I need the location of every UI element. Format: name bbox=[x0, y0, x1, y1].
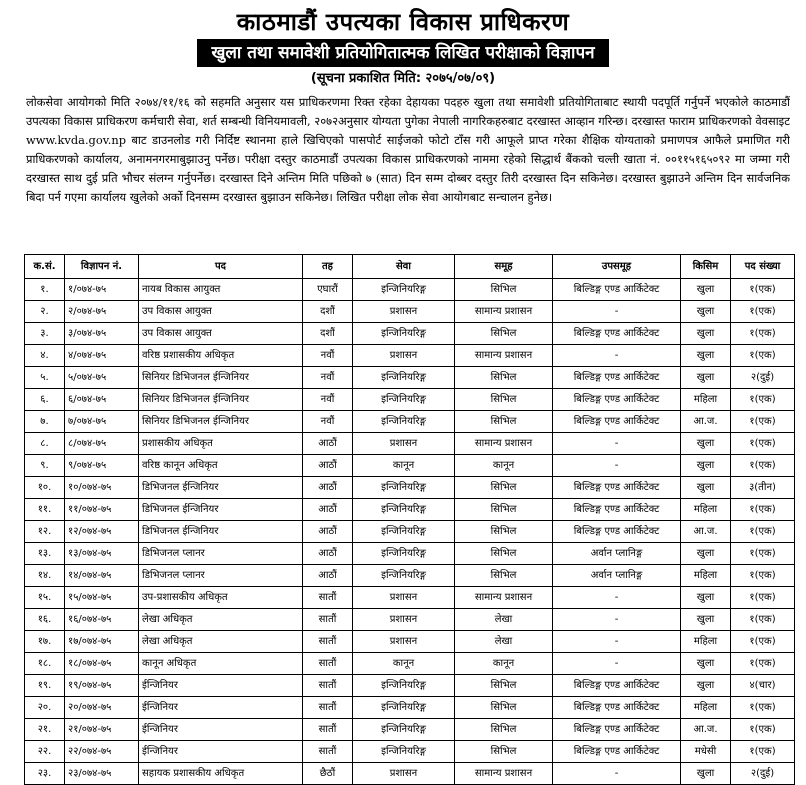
cell-advert-no: ९/०७४-७५ bbox=[65, 455, 139, 477]
table-row bbox=[25, 521, 795, 543]
cell-serial: २०. bbox=[25, 697, 65, 719]
cell-level: सातौं bbox=[303, 675, 353, 697]
cell-advert-no: १/०७४-७५ bbox=[65, 279, 139, 301]
cell-subgroup: बिल्डिङ्ग एण्ड आर्किटेक्ट bbox=[553, 719, 681, 741]
col-header-serial: क.सं. bbox=[25, 255, 65, 279]
cell-post: सहायक प्रशासकीय अधिकृत bbox=[139, 763, 303, 785]
cell-advert-no: १७/०७४-७५ bbox=[65, 631, 139, 653]
cell-level: सातौं bbox=[303, 653, 353, 675]
cell-post-count: १(एक) bbox=[731, 653, 795, 675]
cell-serial: १३. bbox=[25, 543, 65, 565]
table-row bbox=[25, 543, 795, 565]
cell-advert-no: २०/०७४-७५ bbox=[65, 697, 139, 719]
cell-level: सातौं bbox=[303, 719, 353, 741]
cell-advert-no: २/०७४-७५ bbox=[65, 301, 139, 323]
cell-post: ईन्जिनियर bbox=[139, 675, 303, 697]
cell-advert-no: ७/०७४-७५ bbox=[65, 411, 139, 433]
cell-service: इन्जिनियरिङ्ग bbox=[353, 719, 455, 741]
cell-level: आठौं bbox=[303, 521, 353, 543]
cell-type: खुला bbox=[681, 455, 731, 477]
cell-serial: ५. bbox=[25, 367, 65, 389]
cell-post-count: १(एक) bbox=[731, 697, 795, 719]
cell-service: कानून bbox=[353, 653, 455, 675]
cell-advert-no: १०/०७४-७५ bbox=[65, 477, 139, 499]
cell-group: सिभिल bbox=[455, 543, 553, 565]
vacancy-table bbox=[24, 254, 795, 785]
cell-post-count: १(एक) bbox=[731, 609, 795, 631]
cell-type: खुला bbox=[681, 609, 731, 631]
cell-post-count: १(एक) bbox=[731, 323, 795, 345]
cell-post-count: १(एक) bbox=[731, 411, 795, 433]
cell-post: नायब विकास आयुक्त bbox=[139, 279, 303, 301]
cell-level: आठौं bbox=[303, 433, 353, 455]
cell-post-count: १(एक) bbox=[731, 587, 795, 609]
notice-body-text: लोकसेवा आयोगको मिति २०७४/११/१६ को सहमति अनुसार यस प्राधिकरणमा रिक्त रहेका देहायका पदहरु खुला तथा समावेशी प्रतियोगिताबाट स्थायी पदपूर्ति गर्नुपर्ने भएकोले काठमाडौं उपत्यका विकास प्राधिकरण कर्मचारी सेवा, शर्त सम्बन्धी विनियमावली, २०७२अनुसार योग्यता पुगेका नेपाली नागरिकहरुबाट दरखास्त आव्हान गरिन्छ। दरखास्त फाराम प्राधिकरणको वेवसाइट www.kvda.gov.np बाट डाउनलोड गरी निर्दिष्ट स्थानमा हाले खिचिएको पासपोर्ट साईजको फोटो टाँस गरी आफूले प्राप्त गरेका शैक्षिक योग्यताको प्रमाणपत्र आफैले प्रमाणित गरी प्राधिकरणको कार्यालय, अनामनगरमाबुझाउनु पर्नेछ। परीक्षा दस्तुर काठमाडौं उपत्यका विकास प्राधिकरणको नाममा रहेको सिद्धार्थ बैंकको चल्ती खाता नं. ००११५१६५०९२ मा जम्मा गरी दरखास्त साथ दुई प्रति भौचर संलग्न गर्नुपर्नेछ। दरखास्त दिने अन्तिम मिति पछिको ७ (सात) दिन सम्म दोब्बर दस्तुर तिरी दरखास्त दिन सकिनेछ। दरखास्त बुझाउने अन्तिम दिन सार्वजनिक बिदा पर्न गएमा कार्यालय खुलेको अर्को दिनसम्म दरखास्त बुझाउन सकिनेछ। लिखित परीक्षा लोक सेवा आयोगबाट सन्चालन हुनेछ। bbox=[26, 95, 790, 204]
cell-subgroup: - bbox=[553, 609, 681, 631]
cell-type: खुला bbox=[681, 367, 731, 389]
cell-post-count: १(एक) bbox=[731, 345, 795, 367]
cell-serial: १९. bbox=[25, 675, 65, 697]
cell-type: महिला bbox=[681, 697, 731, 719]
cell-group: लेखा bbox=[455, 631, 553, 653]
cell-type: महिला bbox=[681, 499, 731, 521]
cell-post: लेखा अधिकृत bbox=[139, 631, 303, 653]
cell-level: आठौं bbox=[303, 565, 353, 587]
cell-advert-no: ११/०७४-७५ bbox=[65, 499, 139, 521]
cell-post-count: १(एक) bbox=[731, 499, 795, 521]
cell-serial: १७. bbox=[25, 631, 65, 653]
col-header-level: तह bbox=[303, 255, 353, 279]
cell-group: कानून bbox=[455, 455, 553, 477]
cell-group: सिभिल bbox=[455, 521, 553, 543]
cell-subgroup: बिल्डिङ्ग एण्ड आर्किटेक्ट bbox=[553, 367, 681, 389]
publish-date: (सूचना प्रकाशित मिति: २०७५/०७/०९) bbox=[310, 71, 496, 86]
cell-advert-no: ६/०७४-७५ bbox=[65, 389, 139, 411]
notice-banner: खुला तथा समावेशी प्रतियोगितात्मक लिखित परीक्षाको विज्ञापन bbox=[197, 39, 608, 67]
cell-post: डिभिजनल प्लानर bbox=[139, 543, 303, 565]
cell-post-count: १(एक) bbox=[731, 279, 795, 301]
table-row bbox=[25, 697, 795, 719]
col-header-service: सेवा bbox=[353, 255, 455, 279]
cell-subgroup: अर्वान प्लानिङ्ग bbox=[553, 565, 681, 587]
cell-post: डिभिजनल प्लानर bbox=[139, 565, 303, 587]
cell-post: वरिष्ठ कानून अधिकृत bbox=[139, 455, 303, 477]
cell-post-count: १(एक) bbox=[731, 521, 795, 543]
cell-advert-no: १८/०७४-७५ bbox=[65, 653, 139, 675]
cell-level: नवौं bbox=[303, 345, 353, 367]
cell-type: खुला bbox=[681, 301, 731, 323]
table-header-row bbox=[25, 255, 795, 279]
cell-type: खुला bbox=[681, 763, 731, 785]
cell-subgroup: बिल्डिङ्ग एण्ड आर्किटेक्ट bbox=[553, 521, 681, 543]
cell-group: सिभिल bbox=[455, 697, 553, 719]
cell-advert-no: १३/०७४-७५ bbox=[65, 543, 139, 565]
cell-service: इन्जिनियरिङ्ग bbox=[353, 323, 455, 345]
cell-group: सामान्य प्रशासन bbox=[455, 301, 553, 323]
table-body bbox=[25, 279, 795, 785]
cell-type: खुला bbox=[681, 653, 731, 675]
table-row bbox=[25, 301, 795, 323]
banner-wrapper bbox=[0, 39, 806, 67]
cell-service: प्रशासन bbox=[353, 301, 455, 323]
cell-subgroup: - bbox=[553, 345, 681, 367]
table-row bbox=[25, 675, 795, 697]
cell-subgroup: बिल्डिङ्ग एण्ड आर्किटेक्ट bbox=[553, 499, 681, 521]
cell-service: इन्जिनियरिङ्ग bbox=[353, 675, 455, 697]
cell-level: सातौं bbox=[303, 741, 353, 763]
cell-level: दशौं bbox=[303, 323, 353, 345]
cell-group: सिभिल bbox=[455, 477, 553, 499]
cell-service: इन्जिनियरिङ्ग bbox=[353, 477, 455, 499]
table-row bbox=[25, 741, 795, 763]
cell-serial: २. bbox=[25, 301, 65, 323]
cell-post: लेखा अधिकृत bbox=[139, 609, 303, 631]
cell-service: इन्जिनियरिङ्ग bbox=[353, 279, 455, 301]
cell-group: सिभिल bbox=[455, 741, 553, 763]
cell-post-count: ३(तीन) bbox=[731, 477, 795, 499]
cell-serial: १६. bbox=[25, 609, 65, 631]
col-header-post-count: पद संख्या bbox=[731, 255, 795, 279]
cell-serial: ८. bbox=[25, 433, 65, 455]
table-row bbox=[25, 653, 795, 675]
cell-subgroup: - bbox=[553, 433, 681, 455]
cell-type: खुला bbox=[681, 587, 731, 609]
cell-type: आ.ज. bbox=[681, 521, 731, 543]
cell-service: प्रशासन bbox=[353, 609, 455, 631]
cell-advert-no: २३/०७४-७५ bbox=[65, 763, 139, 785]
cell-group: सिभिल bbox=[455, 565, 553, 587]
cell-post-count: १(एक) bbox=[731, 543, 795, 565]
cell-subgroup: - bbox=[553, 763, 681, 785]
cell-type: महिला bbox=[681, 389, 731, 411]
table-row bbox=[25, 367, 795, 389]
cell-type: खुला bbox=[681, 279, 731, 301]
cell-subgroup: बिल्डिङ्ग एण्ड आर्किटेक्ट bbox=[553, 411, 681, 433]
cell-serial: २१. bbox=[25, 719, 65, 741]
cell-serial: १८. bbox=[25, 653, 65, 675]
cell-post-count: २(दुई) bbox=[731, 367, 795, 389]
cell-advert-no: १५/०७४-७५ bbox=[65, 587, 139, 609]
cell-group: सामान्य प्रशासन bbox=[455, 587, 553, 609]
col-header-post: पद bbox=[139, 255, 303, 279]
cell-type: महिला bbox=[681, 565, 731, 587]
cell-service: इन्जिनियरिङ्ग bbox=[353, 543, 455, 565]
cell-subgroup: - bbox=[553, 653, 681, 675]
cell-type: महिला bbox=[681, 631, 731, 653]
table-row bbox=[25, 565, 795, 587]
cell-advert-no: १२/०७४-७५ bbox=[65, 521, 139, 543]
cell-subgroup: बिल्डिङ्ग एण्ड आर्किटेक्ट bbox=[553, 741, 681, 763]
cell-post: उप विकास आयुक्त bbox=[139, 323, 303, 345]
cell-group: सिभिल bbox=[455, 367, 553, 389]
cell-post-count: ४(चार) bbox=[731, 675, 795, 697]
cell-serial: ६. bbox=[25, 389, 65, 411]
table-row bbox=[25, 499, 795, 521]
table-row bbox=[25, 323, 795, 345]
cell-post: ईन्जिनियर bbox=[139, 741, 303, 763]
cell-subgroup: बिल्डिङ्ग एण्ड आर्किटेक्ट bbox=[553, 323, 681, 345]
cell-subgroup: अर्वान प्लानिङ्ग bbox=[553, 543, 681, 565]
cell-group: सिभिल bbox=[455, 323, 553, 345]
cell-post-count: १(एक) bbox=[731, 631, 795, 653]
col-header-group: समूह bbox=[455, 255, 553, 279]
cell-serial: १२. bbox=[25, 521, 65, 543]
table-row bbox=[25, 433, 795, 455]
cell-post: प्रशासकीय अधिकृत bbox=[139, 433, 303, 455]
cell-post-count: १(एक) bbox=[731, 455, 795, 477]
cell-post-count: १(एक) bbox=[731, 301, 795, 323]
cell-service: इन्जिनियरिङ्ग bbox=[353, 367, 455, 389]
cell-post: वरिष्ठ प्रशासकीय अधिकृत bbox=[139, 345, 303, 367]
cell-group: कानून bbox=[455, 653, 553, 675]
cell-level: नवौं bbox=[303, 411, 353, 433]
cell-type: खुला bbox=[681, 433, 731, 455]
cell-level: सातौं bbox=[303, 697, 353, 719]
cell-service: इन्जिनियरिङ्ग bbox=[353, 565, 455, 587]
table-row bbox=[25, 587, 795, 609]
cell-service: इन्जिनियरिङ्ग bbox=[353, 499, 455, 521]
col-header-advert-no: विज्ञापन नं. bbox=[65, 255, 139, 279]
cell-post: सिनियर डिभिजनल ईन्जिनियर bbox=[139, 389, 303, 411]
cell-level: आठौं bbox=[303, 455, 353, 477]
table-row bbox=[25, 719, 795, 741]
cell-subgroup: बिल्डिङ्ग एण्ड आर्किटेक्ट bbox=[553, 697, 681, 719]
cell-group: सामान्य प्रशासन bbox=[455, 763, 553, 785]
cell-level: दशौं bbox=[303, 301, 353, 323]
cell-subgroup: बिल्डिङ्ग एण्ड आर्किटेक्ट bbox=[553, 675, 681, 697]
cell-service: इन्जिनियरिङ्ग bbox=[353, 697, 455, 719]
table-row bbox=[25, 345, 795, 367]
cell-advert-no: ३/०७४-७५ bbox=[65, 323, 139, 345]
cell-level: सातौं bbox=[303, 609, 353, 631]
table-row bbox=[25, 477, 795, 499]
cell-service: कानून bbox=[353, 455, 455, 477]
cell-level: आठौं bbox=[303, 499, 353, 521]
table-row bbox=[25, 631, 795, 653]
cell-post: ईन्जिनियर bbox=[139, 697, 303, 719]
table-row bbox=[25, 609, 795, 631]
cell-serial: २३. bbox=[25, 763, 65, 785]
cell-post-count: १(एक) bbox=[731, 719, 795, 741]
col-header-subgroup: उपसमूह bbox=[553, 255, 681, 279]
cell-service: प्रशासन bbox=[353, 587, 455, 609]
cell-post: सिनियर डिभिजनल ईन्जिनियर bbox=[139, 367, 303, 389]
cell-type: आ.ज. bbox=[681, 719, 731, 741]
cell-level: नवौं bbox=[303, 367, 353, 389]
cell-subgroup: बिल्डिङ्ग एण्ड आर्किटेक्ट bbox=[553, 279, 681, 301]
cell-level: सातौं bbox=[303, 631, 353, 653]
cell-post: डिभिजनल ईन्जिनियर bbox=[139, 521, 303, 543]
cell-serial: १५. bbox=[25, 587, 65, 609]
cell-service: इन्जिनियरिङ्ग bbox=[353, 741, 455, 763]
table-row bbox=[25, 411, 795, 433]
cell-type: खुला bbox=[681, 477, 731, 499]
cell-service: प्रशासन bbox=[353, 631, 455, 653]
cell-subgroup: - bbox=[553, 631, 681, 653]
cell-group: सिभिल bbox=[455, 389, 553, 411]
cell-service: इन्जिनियरिङ्ग bbox=[353, 521, 455, 543]
cell-group: सिभिल bbox=[455, 675, 553, 697]
cell-group: सिभिल bbox=[455, 719, 553, 741]
cell-subgroup: बिल्डिङ्ग एण्ड आर्किटेक्ट bbox=[553, 477, 681, 499]
cell-advert-no: १९/०७४-७५ bbox=[65, 675, 139, 697]
table-row bbox=[25, 389, 795, 411]
cell-subgroup: - bbox=[553, 587, 681, 609]
cell-post: कानून अधिकृत bbox=[139, 653, 303, 675]
cell-post-count: २(दुई) bbox=[731, 763, 795, 785]
cell-post: डिभिजनल ईन्जिनियर bbox=[139, 499, 303, 521]
cell-level: आठौं bbox=[303, 543, 353, 565]
cell-level: एघारौं bbox=[303, 279, 353, 301]
cell-level: सातौं bbox=[303, 587, 353, 609]
cell-post: डिभिजनल ईन्जिनियर bbox=[139, 477, 303, 499]
cell-type: खुला bbox=[681, 323, 731, 345]
cell-service: प्रशासन bbox=[353, 763, 455, 785]
cell-subgroup: बिल्डिङ्ग एण्ड आर्किटेक्ट bbox=[553, 389, 681, 411]
cell-serial: ९. bbox=[25, 455, 65, 477]
cell-group: सिभिल bbox=[455, 411, 553, 433]
cell-post-count: १(एक) bbox=[731, 433, 795, 455]
cell-serial: २२. bbox=[25, 741, 65, 763]
cell-service: इन्जिनियरिङ्ग bbox=[353, 389, 455, 411]
cell-post: उप विकास आयुक्त bbox=[139, 301, 303, 323]
cell-serial: ७. bbox=[25, 411, 65, 433]
cell-subgroup: - bbox=[553, 301, 681, 323]
cell-advert-no: ८/०७४-७५ bbox=[65, 433, 139, 455]
cell-level: नवौं bbox=[303, 389, 353, 411]
cell-serial: ४. bbox=[25, 345, 65, 367]
cell-group: सामान्य प्रशासन bbox=[455, 433, 553, 455]
cell-post-count: १(एक) bbox=[731, 741, 795, 763]
cell-level: छैठौं bbox=[303, 763, 353, 785]
cell-serial: ११. bbox=[25, 499, 65, 521]
cell-serial: ३. bbox=[25, 323, 65, 345]
cell-type: खुला bbox=[681, 345, 731, 367]
cell-post: ईन्जिनियर bbox=[139, 719, 303, 741]
cell-type: मधेसी bbox=[681, 741, 731, 763]
cell-level: आठौं bbox=[303, 477, 353, 499]
cell-type: खुला bbox=[681, 543, 731, 565]
cell-advert-no: ५/०७४-७५ bbox=[65, 367, 139, 389]
cell-post-count: १(एक) bbox=[731, 565, 795, 587]
cell-advert-no: २२/०७४-७५ bbox=[65, 741, 139, 763]
cell-group: सिभिल bbox=[455, 499, 553, 521]
cell-advert-no: ४/०७४-७५ bbox=[65, 345, 139, 367]
page-title: काठमाडौं उपत्यका विकास प्राधिकरण bbox=[236, 8, 570, 36]
col-header-type: किसिम bbox=[681, 255, 731, 279]
table-row bbox=[25, 763, 795, 785]
cell-advert-no: १४/०७४-७५ bbox=[65, 565, 139, 587]
cell-post: उप-प्रशासकीय अधिकृत bbox=[139, 587, 303, 609]
table-row bbox=[25, 455, 795, 477]
cell-type: आ.ज. bbox=[681, 411, 731, 433]
cell-serial: १०. bbox=[25, 477, 65, 499]
cell-group: सामान्य प्रशासन bbox=[455, 345, 553, 367]
cell-service: प्रशासन bbox=[353, 433, 455, 455]
cell-advert-no: २१/०७४-७५ bbox=[65, 719, 139, 741]
cell-service: इन्जिनियरिङ्ग bbox=[353, 411, 455, 433]
cell-subgroup: - bbox=[553, 455, 681, 477]
cell-post: सिनियर डिभिजनल ईन्जिनियर bbox=[139, 411, 303, 433]
cell-serial: १४. bbox=[25, 565, 65, 587]
cell-group: लेखा bbox=[455, 609, 553, 631]
table-row bbox=[25, 279, 795, 301]
cell-advert-no: १६/०७४-७५ bbox=[65, 609, 139, 631]
cell-type: खुला bbox=[681, 675, 731, 697]
cell-post-count: १(एक) bbox=[731, 389, 795, 411]
cell-service: प्रशासन bbox=[353, 345, 455, 367]
cell-group: सिभिल bbox=[455, 279, 553, 301]
cell-serial: १. bbox=[25, 279, 65, 301]
